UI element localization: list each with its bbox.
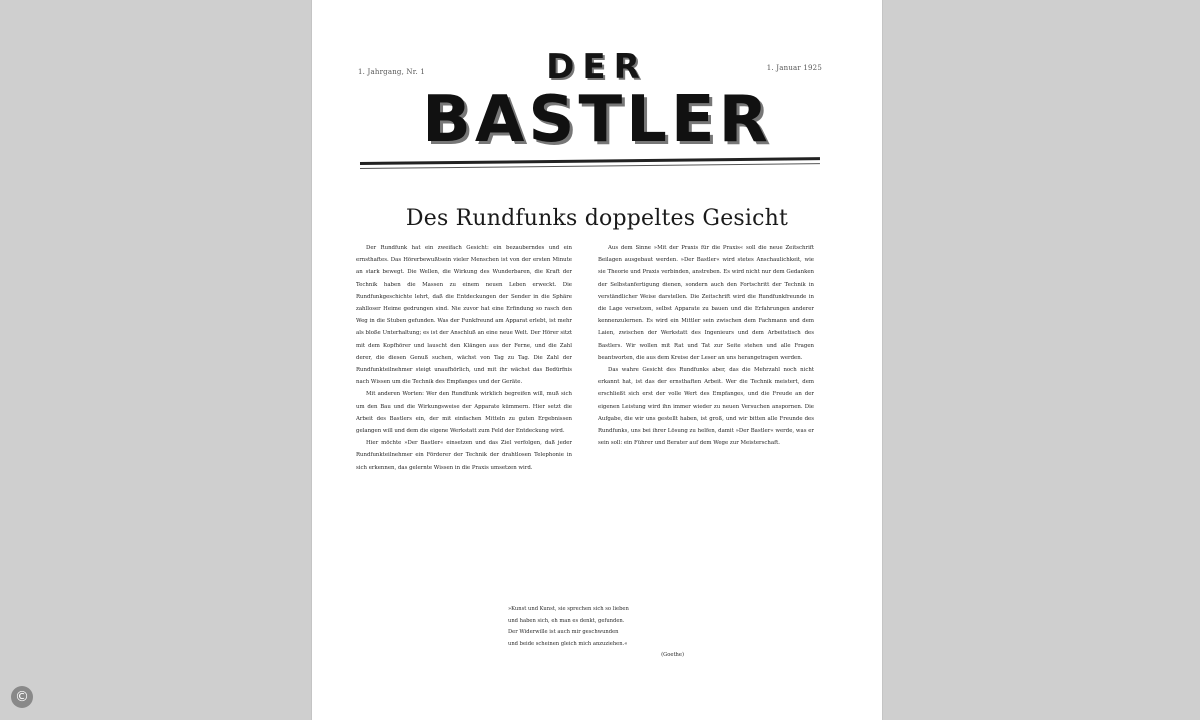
quote-attribution: (Goethe) bbox=[661, 652, 684, 658]
issue-date: 1. Januar 1925 bbox=[766, 64, 822, 72]
article-column-right bbox=[598, 242, 814, 597]
article-headline: Des Rundfunks doppeltes Gesicht bbox=[405, 206, 789, 231]
paragraph: Das wahre Gesicht des Rundfunks aber, das die Mehrzahl noch nicht erkannt hat, ist das der ernsthaften Arbeit. Wer die Technik meistert, dem erschließt sich erst der volle Wert des Empfanges, und die Freude an der eigenen Leistung wird ihn immer wieder zu neuen Versuchen anspornen. Die Aufgabe, die wir uns gestellt haben, ist groß, und wir bitten alle Freunde des Rundfunks, uns bei ihrer Lösung zu helfen, damit »Der Bastler« werde, was er sein soll: ein Führer und Berater auf dem Wege zur Meisterschaft. bbox=[598, 367, 814, 447]
quote-line: »Kunst und Kunst, sie sprechen sich so lieben bbox=[508, 606, 629, 612]
copyright-icon[interactable]: © bbox=[11, 686, 33, 708]
article-column-left bbox=[356, 242, 572, 610]
masthead-title-bastler: BASTLER bbox=[422, 83, 772, 157]
goethe-quote bbox=[508, 604, 688, 662]
paragraph: Der Rundfunk hat ein zweifach Gesicht: ein bezauberndes und ein ernsthaftes. Das Hörerbewußtsein vieler Menschen ist von der ersten Minute an stark bewegt. Die Wellen, die Wirkung des Wunderbaren, die Kraft der Technik haben die Massen zu einem neuen Leben erweckt. Die Rundfunkgeschichte lehrt, daß die Entdeckungen der Sender in die Sphäre zahlloser Heime gedrungen sind. Nie zuvor hat eine Erfindung so rasch den Weg in die Stuben gefunden. Was der Funkfreund am Apparat erlebt, ist mehr als bloße Unterhaltung; es ist der Anschluß an eine neue Welt. Der Hörer sitzt mit dem Kopfhörer und lauscht den Klängen aus der Ferne, und die Zahl derer, die diesen Genuß suchen, wächst von Tag zu Tag. Die Zahl der Rundfunkteilnehmer steigt unaufhörlich, und mit ihr wächst das Bedürfnis nach Wissen um die Technik des Empfanges und der Geräte. bbox=[356, 245, 572, 386]
masthead-title-der: DER bbox=[546, 47, 648, 87]
quote-line: Der Widerwille ist auch mir geschwunden bbox=[508, 629, 619, 635]
newspaper-page bbox=[312, 0, 882, 720]
paragraph: Hier möchte »Der Bastler« einsetzen und das Ziel verfolgen, daß jeder Rundfunkteilnehmer ein Förderer der Technik der drahtlosen Telephonie in sich erkennen, das gelernte Wissen in die Praxis umsetzen wird. bbox=[356, 440, 572, 471]
quote-line: und beide scheinen gleich mich anzuziehen.« bbox=[508, 640, 628, 647]
paragraph: Aus dem Sinne »Mit der Praxis für die Praxis« soll die neue Zeitschrift Beilagen ausgebaut werden. »Der Bastler« wird stetes Anschaulichkeit, wie sie Theorie und Praxis verbinden, anstreben. Es wird nicht nur dem Gedanken der Selbstanfertigung dienen, sondern auch den Fortschritt der Technik in verständlicher Weise darstellen. Die Zeitschrift wird die Rundfunkfreunde in die Lage versetzen, selbst Apparate zu bauen und die Erfahrungen anderer kennenzulernen. Es wird ein Mittler sein zwischen dem Fachmann und dem Laien, zwischen der Werkstatt des Ingenieurs und dem Arbeitstisch des Bastlers. Wir wollen mit Rat und Tat zur Seite stehen und alle Fragen beantworten, die aus dem Kreise der Leser an uns herangetragen werden. bbox=[598, 245, 814, 361]
quote-line: und haben sich, eh man es denkt, gefunden. bbox=[508, 617, 625, 624]
paragraph: Mit anderen Worten: Wer den Rundfunk wirklich begreifen will, muß sich um den Bau und die Wirkungsweise der Apparate kümmern. Hier setzt die Arbeit des Bastlers ein, der mit einfachen Mitteln zu guten Ergebnissen gelangen will und dem die eigene Werkstatt zum Feld der Entdeckung wird. bbox=[356, 391, 572, 435]
issue-number: 1. Jahrgang, Nr. 1 bbox=[358, 68, 426, 76]
